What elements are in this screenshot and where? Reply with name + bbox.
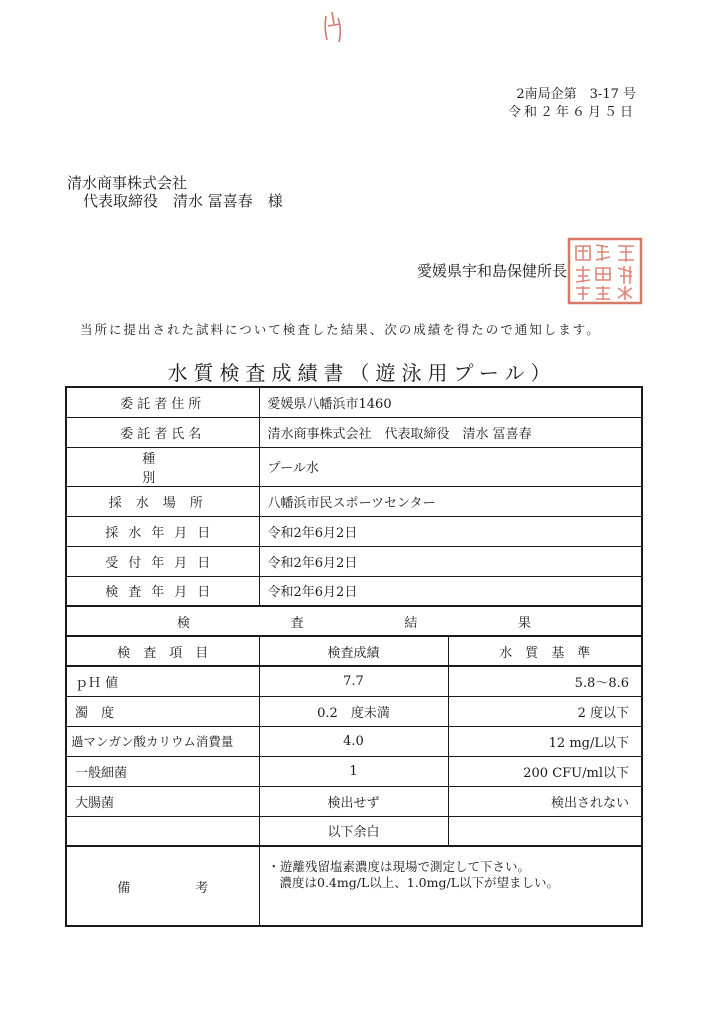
results-heading-char-2: 査 bbox=[290, 615, 304, 631]
result-value: 1 bbox=[259, 756, 448, 786]
addressee-person: 代表取締役 清水 冨喜春 様 bbox=[83, 192, 283, 210]
result-value: 4.0 bbox=[259, 726, 448, 756]
result-row-turbidity bbox=[66, 696, 642, 726]
result-item: 濁 度 bbox=[66, 696, 259, 726]
test-date-value: 令和2年6月2日 bbox=[259, 576, 642, 606]
official-seal bbox=[566, 236, 644, 306]
document-date: 令和２年６月５日 bbox=[507, 105, 636, 120]
info-row-sampling-place bbox=[66, 486, 642, 516]
blank-cell bbox=[448, 816, 642, 846]
client-address-label: 委託者住所 bbox=[66, 387, 259, 417]
result-value: 検出せず bbox=[259, 786, 448, 816]
result-standard: 2 度以下 bbox=[448, 696, 642, 726]
result-row-general-bacteria bbox=[66, 756, 642, 786]
column-header-standard: 水 質 基 準 bbox=[448, 636, 642, 666]
column-header-item: 検 査 項 目 bbox=[66, 636, 259, 666]
info-row-client-address bbox=[66, 387, 642, 417]
results-section-heading-row bbox=[66, 606, 642, 636]
document-number: 2南局企第 3-17 号 bbox=[516, 87, 636, 102]
result-item: 一般細菌 bbox=[66, 756, 259, 786]
result-standard: 検出されない bbox=[448, 786, 642, 816]
info-row-test-date bbox=[66, 576, 642, 606]
results-heading-char-3: 結 bbox=[404, 615, 418, 631]
blank-cell bbox=[66, 816, 259, 846]
info-row-client-name bbox=[66, 417, 642, 447]
result-standard: 200 CFU/ml以下 bbox=[448, 756, 642, 786]
result-row-blank bbox=[66, 816, 642, 846]
info-row-receipt-date bbox=[66, 546, 642, 576]
client-address-value: 愛媛県八幡浜市1460 bbox=[259, 387, 642, 417]
intro-text: 当所に提出された試料について検査した結果、次の成績を得たので通知します。 bbox=[80, 322, 601, 337]
blank-note: 以下余白 bbox=[259, 816, 448, 846]
remarks-label: 備 考 bbox=[66, 846, 259, 926]
result-row-ph bbox=[66, 666, 642, 696]
sampling-date-value: 令和2年6月2日 bbox=[259, 516, 642, 546]
type-label: 種別 bbox=[66, 447, 259, 486]
info-row-sampling-date bbox=[66, 516, 642, 546]
remarks-text bbox=[259, 846, 642, 926]
receipt-date-label: 受付年月日 bbox=[66, 546, 259, 576]
type-value: プール水 bbox=[259, 447, 642, 486]
results-section-heading bbox=[66, 606, 642, 636]
addressee-company: 清水商事株式会社 bbox=[67, 174, 188, 192]
remarks-row bbox=[66, 846, 642, 926]
column-header-result: 検査成績 bbox=[259, 636, 448, 666]
result-standard: 5.8〜8.6 bbox=[448, 666, 642, 696]
result-value: 0.2 度未満 bbox=[259, 696, 448, 726]
result-standard: 12 mg/L以下 bbox=[448, 726, 642, 756]
results-heading-char-1: 検 bbox=[177, 615, 191, 631]
result-item: ｐＨ 値 bbox=[66, 666, 259, 696]
sampling-date-label: 採水年月日 bbox=[66, 516, 259, 546]
inspection-record-table bbox=[65, 386, 643, 927]
result-item: 大腸菌 bbox=[66, 786, 259, 816]
client-name-label: 委託者氏名 bbox=[66, 417, 259, 447]
results-heading-char-4: 果 bbox=[517, 615, 531, 631]
receipt-date-value: 令和2年6月2日 bbox=[259, 546, 642, 576]
result-row-e-coli bbox=[66, 786, 642, 816]
info-row-type bbox=[66, 447, 642, 486]
sampling-place-value: 八幡浜市民スポーツセンター bbox=[259, 486, 642, 516]
result-row-kmno4 bbox=[66, 726, 642, 756]
remarks-line-2: 濃度は0.4mg/L以上、1.0mg/L以下が望ましい。 bbox=[279, 875, 559, 890]
hand-stamp-mark bbox=[318, 6, 348, 46]
form-title: 水質検査成績書（遊泳用プール） bbox=[167, 361, 557, 385]
result-item: 過マンガン酸カリウム消費量 bbox=[66, 726, 259, 756]
issuer-name: 愛媛県宇和島保健所長 bbox=[417, 262, 568, 280]
result-value: 7.7 bbox=[259, 666, 448, 696]
sampling-place-label: 採水場所 bbox=[66, 486, 259, 516]
results-column-header-row bbox=[66, 636, 642, 666]
remarks-line-1: ・遊離残留塩素濃度は現場で測定して下さい。 bbox=[267, 859, 531, 874]
client-name-value: 清水商事株式会社 代表取締役 清水 冨喜春 bbox=[259, 417, 642, 447]
test-date-label: 検査年月日 bbox=[66, 576, 259, 606]
